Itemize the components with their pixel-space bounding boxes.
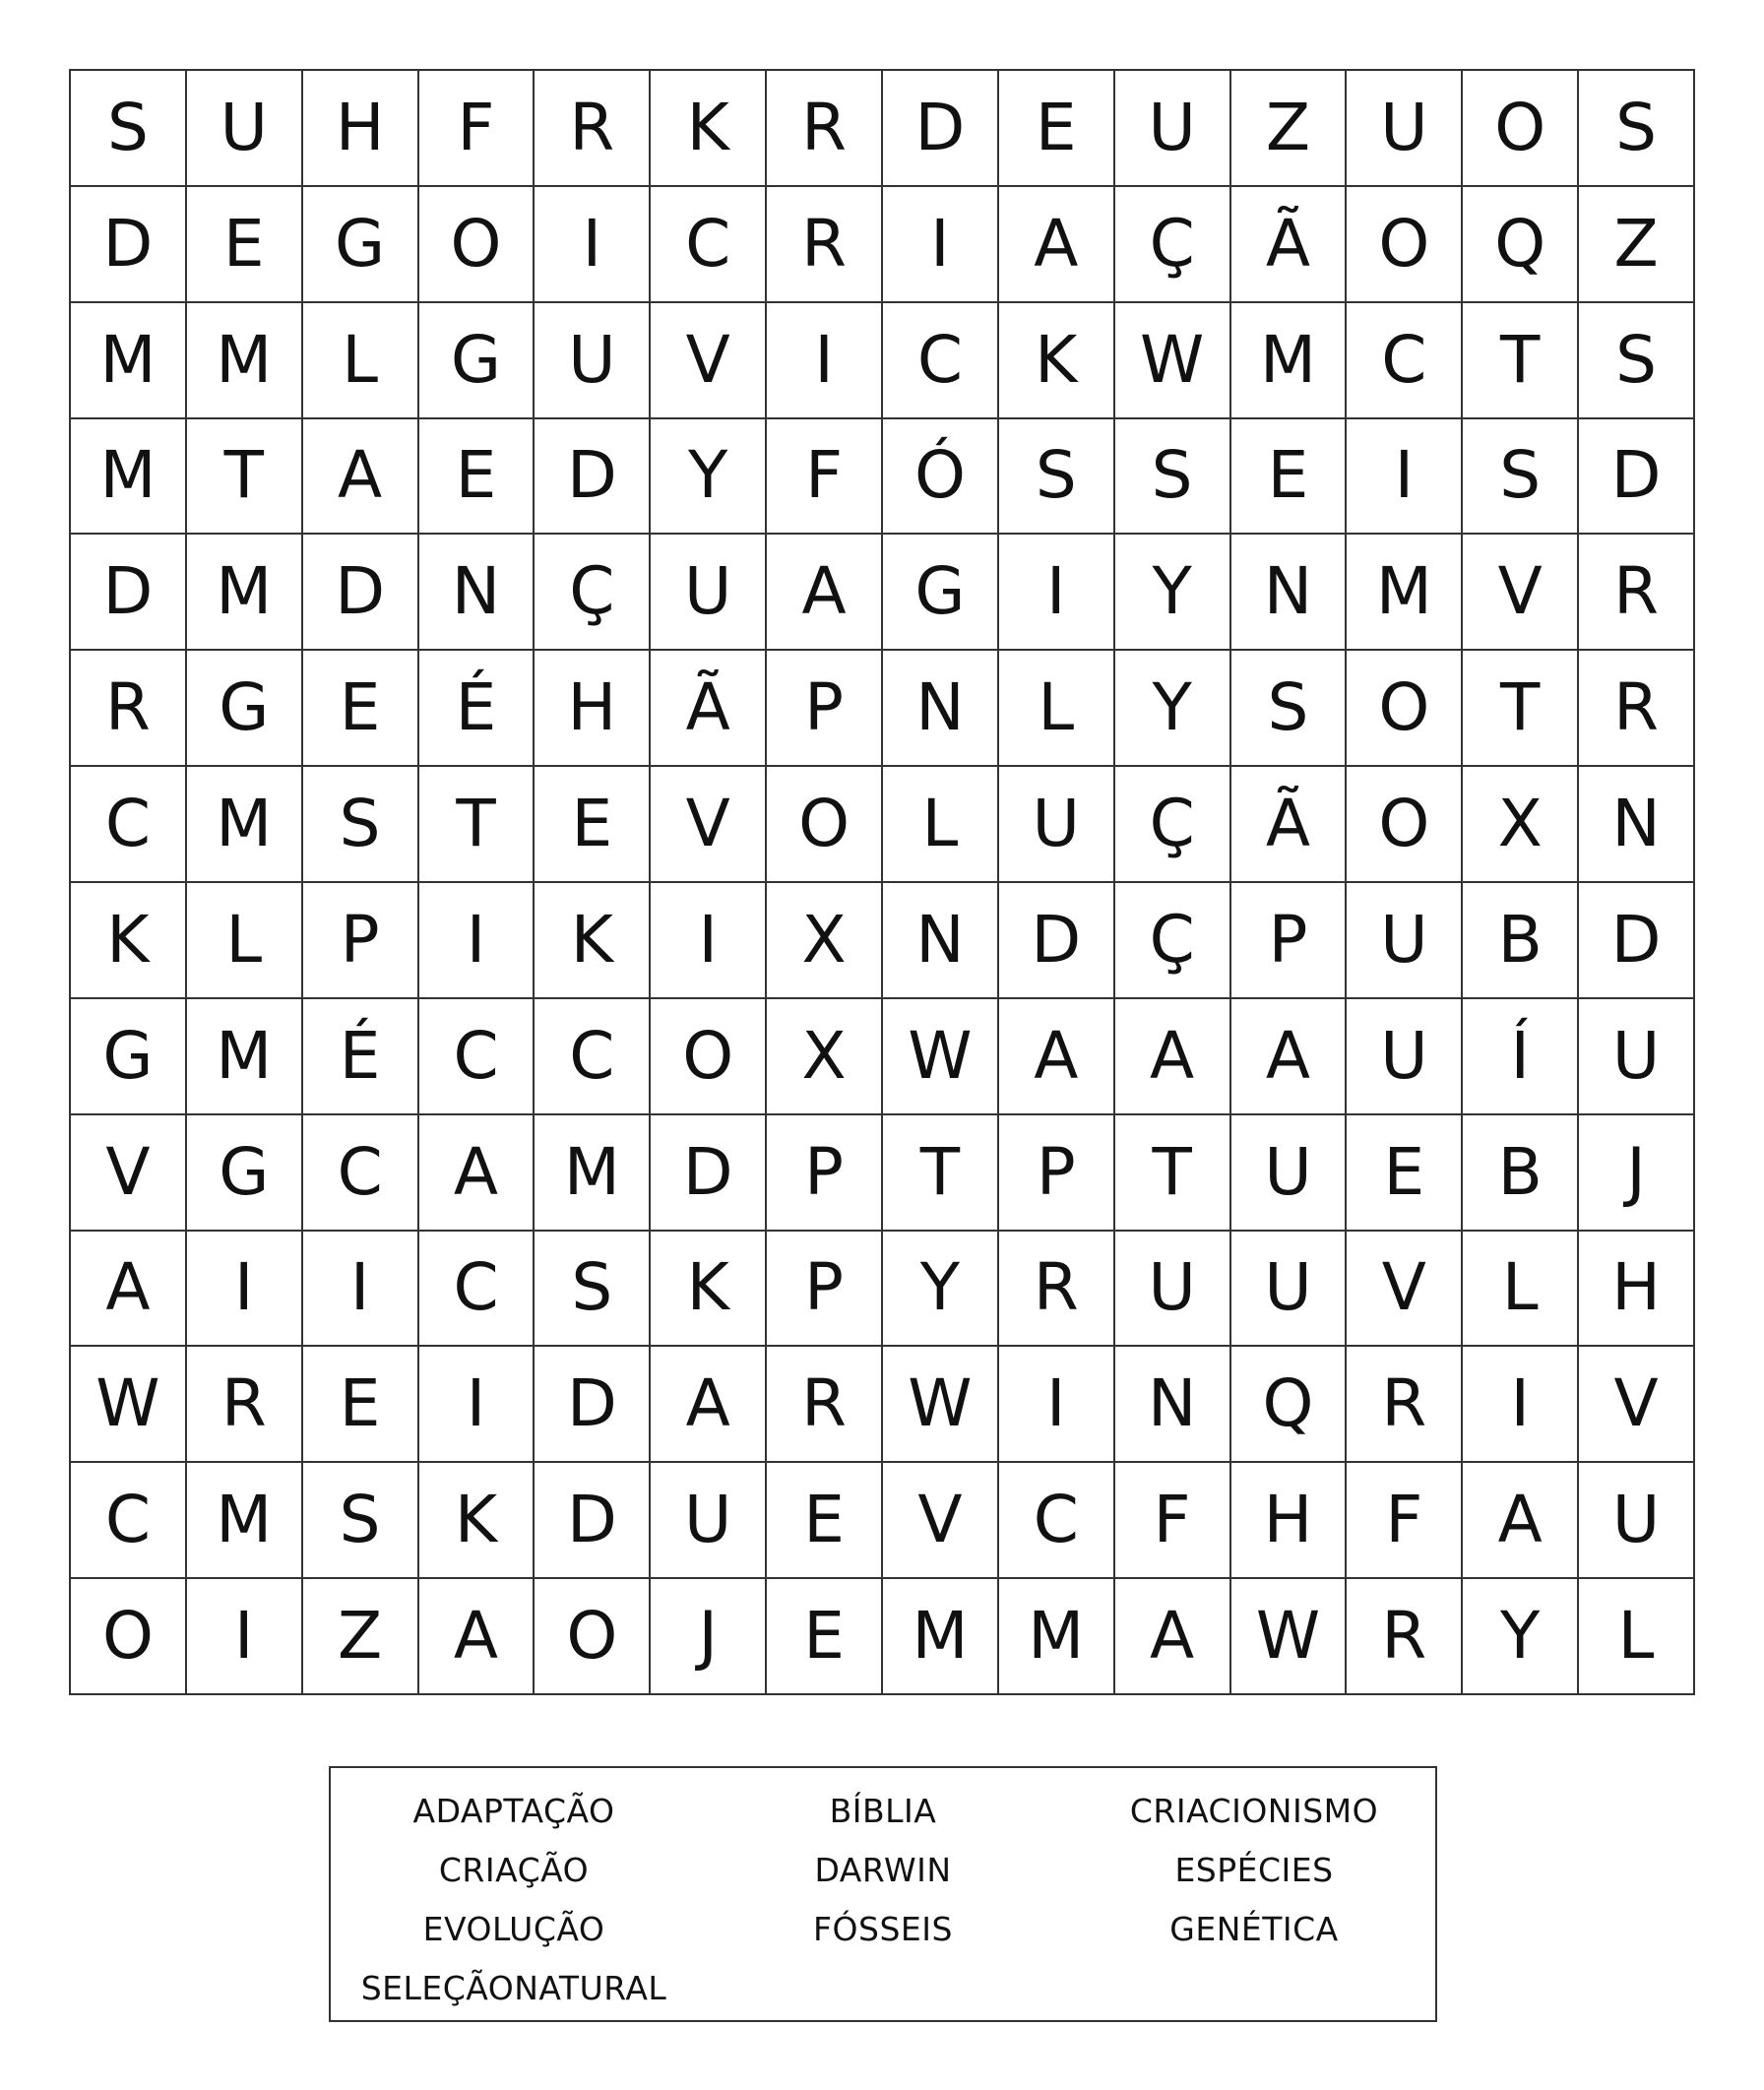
grid-cell-r2-c4[interactable]: O <box>419 187 536 303</box>
grid-cell-r3-c9[interactable]: K <box>999 303 1115 419</box>
grid-cell-r6-c11[interactable]: S <box>1231 651 1348 767</box>
grid-cell-r3-c6[interactable]: V <box>651 303 767 419</box>
grid-cell-r14-c14[interactable]: L <box>1579 1579 1695 1695</box>
grid-cell-r2-c5[interactable]: I <box>535 187 651 303</box>
grid-cell-r6-c3[interactable]: E <box>303 651 419 767</box>
grid-cell-r5-c1[interactable]: D <box>71 535 187 651</box>
grid-cell-r9-c3[interactable]: É <box>303 999 419 1115</box>
grid-cell-r11-c2[interactable]: I <box>187 1232 303 1348</box>
grid-cell-r10-c4[interactable]: A <box>419 1115 536 1232</box>
grid-cell-r12-c3[interactable]: E <box>303 1347 419 1463</box>
grid-cell-r8-c2[interactable]: L <box>187 883 303 999</box>
grid-cell-r2-c3[interactable]: G <box>303 187 419 303</box>
grid-cell-r14-c1[interactable]: O <box>71 1579 187 1695</box>
grid-cell-r7-c3[interactable]: S <box>303 767 419 883</box>
grid-cell-r1-c7[interactable]: R <box>767 71 883 187</box>
word-list-item: SELEÇÃONATURAL <box>360 1969 667 2007</box>
grid-cell-r3-c5[interactable]: U <box>535 303 651 419</box>
grid-cell-r10-c13[interactable]: B <box>1463 1115 1579 1232</box>
grid-cell-r10-c11[interactable]: U <box>1231 1115 1348 1232</box>
word-list-box <box>329 1766 1437 2022</box>
grid-cell-r11-c3[interactable]: I <box>303 1232 419 1348</box>
grid-cell-r12-c6[interactable]: A <box>651 1347 767 1463</box>
grid-cell-r14-c12[interactable]: R <box>1347 1579 1463 1695</box>
grid-cell-r10-c12[interactable]: E <box>1347 1115 1463 1232</box>
grid-cell-r2-c10[interactable]: Ç <box>1115 187 1231 303</box>
grid-cell-r13-c11[interactable]: H <box>1231 1463 1348 1579</box>
grid-cell-r12-c5[interactable]: D <box>535 1347 651 1463</box>
grid-cell-r4-c6[interactable]: Y <box>651 419 767 536</box>
grid-cell-r9-c8[interactable]: W <box>883 999 999 1115</box>
grid-cell-r1-c1[interactable]: S <box>71 71 187 187</box>
word-list-item: ESPÉCIES <box>1174 1851 1334 1889</box>
grid-cell-r8-c3[interactable]: P <box>303 883 419 999</box>
grid-cell-r7-c10[interactable]: Ç <box>1115 767 1231 883</box>
grid-cell-r14-c10[interactable]: A <box>1115 1579 1231 1695</box>
grid-cell-r13-c7[interactable]: E <box>767 1463 883 1579</box>
grid-cell-r12-c13[interactable]: I <box>1463 1347 1579 1463</box>
grid-cell-r8-c12[interactable]: U <box>1347 883 1463 999</box>
grid-cell-r3-c3[interactable]: L <box>303 303 419 419</box>
grid-cell-r5-c3[interactable]: D <box>303 535 419 651</box>
grid-cell-r4-c8[interactable]: Ó <box>883 419 999 536</box>
grid-cell-r3-c2[interactable]: M <box>187 303 303 419</box>
grid-cell-r1-c5[interactable]: R <box>535 71 651 187</box>
grid-cell-r3-c4[interactable]: G <box>419 303 536 419</box>
grid-cell-r13-c1[interactable]: C <box>71 1463 187 1579</box>
grid-cell-r2-c13[interactable]: Q <box>1463 187 1579 303</box>
grid-cell-r13-c12[interactable]: F <box>1347 1463 1463 1579</box>
grid-cell-r13-c6[interactable]: U <box>651 1463 767 1579</box>
grid-cell-r13-c5[interactable]: D <box>535 1463 651 1579</box>
grid-cell-r14-c11[interactable]: W <box>1231 1579 1348 1695</box>
grid-cell-r4-c11[interactable]: E <box>1231 419 1348 536</box>
word-list-column-3 <box>1069 1782 1439 1959</box>
grid-cell-r14-c8[interactable]: M <box>883 1579 999 1695</box>
grid-cell-r11-c7[interactable]: P <box>767 1232 883 1348</box>
grid-cell-r14-c4[interactable]: A <box>419 1579 536 1695</box>
grid-cell-r5-c11[interactable]: N <box>1231 535 1348 651</box>
grid-cell-r10-c8[interactable]: T <box>883 1115 999 1232</box>
word-list-item: FÓSSEIS <box>813 1910 953 1948</box>
grid-cell-r11-c5[interactable]: S <box>535 1232 651 1348</box>
grid-cell-r6-c8[interactable]: N <box>883 651 999 767</box>
grid-cell-r11-c11[interactable]: U <box>1231 1232 1348 1348</box>
grid-cell-r14-c9[interactable]: M <box>999 1579 1115 1695</box>
grid-cell-r4-c2[interactable]: T <box>187 419 303 536</box>
grid-cell-r11-c9[interactable]: R <box>999 1232 1115 1348</box>
grid-cell-r14-c5[interactable]: O <box>535 1579 651 1695</box>
grid-cell-r5-c12[interactable]: M <box>1347 535 1463 651</box>
grid-cell-r2-c8[interactable]: I <box>883 187 999 303</box>
grid-cell-r7-c5[interactable]: E <box>535 767 651 883</box>
grid-cell-r2-c12[interactable]: O <box>1347 187 1463 303</box>
grid-cell-r7-c4[interactable]: T <box>419 767 536 883</box>
grid-cell-r13-c14[interactable]: U <box>1579 1463 1695 1579</box>
grid-cell-r2-c14[interactable]: Z <box>1579 187 1695 303</box>
grid-cell-r11-c14[interactable]: H <box>1579 1232 1695 1348</box>
grid-cell-r9-c12[interactable]: U <box>1347 999 1463 1115</box>
word-list-item: CRIAÇÃO <box>438 1851 590 1889</box>
grid-cell-r3-c11[interactable]: M <box>1231 303 1348 419</box>
grid-cell-r9-c14[interactable]: U <box>1579 999 1695 1115</box>
grid-cell-r3-c8[interactable]: C <box>883 303 999 419</box>
grid-cell-r11-c1[interactable]: A <box>71 1232 187 1348</box>
grid-cell-r5-c9[interactable]: I <box>999 535 1115 651</box>
grid-cell-r13-c2[interactable]: M <box>187 1463 303 1579</box>
grid-cell-r12-c7[interactable]: R <box>767 1347 883 1463</box>
grid-cell-r8-c10[interactable]: Ç <box>1115 883 1231 999</box>
word-list-item: ADAPTAÇÃO <box>412 1792 615 1830</box>
grid-cell-r1-c6[interactable]: K <box>651 71 767 187</box>
grid-cell-r12-c4[interactable]: I <box>419 1347 536 1463</box>
grid-cell-r9-c7[interactable]: X <box>767 999 883 1115</box>
grid-cell-r5-c6[interactable]: U <box>651 535 767 651</box>
grid-cell-r11-c10[interactable]: U <box>1115 1232 1231 1348</box>
grid-cell-r5-c13[interactable]: V <box>1463 535 1579 651</box>
grid-cell-r10-c1[interactable]: V <box>71 1115 187 1232</box>
grid-cell-r13-c10[interactable]: F <box>1115 1463 1231 1579</box>
grid-cell-r8-c13[interactable]: B <box>1463 883 1579 999</box>
grid-cell-r7-c11[interactable]: Ã <box>1231 767 1348 883</box>
grid-cell-r12-c12[interactable]: R <box>1347 1347 1463 1463</box>
grid-cell-r10-c5[interactable]: M <box>535 1115 651 1232</box>
letter-grid <box>69 69 1695 1695</box>
grid-cell-r8-c11[interactable]: P <box>1231 883 1348 999</box>
grid-cell-r5-c7[interactable]: A <box>767 535 883 651</box>
grid-cell-r1-c10[interactable]: U <box>1115 71 1231 187</box>
grid-cell-r2-c1[interactable]: D <box>71 187 187 303</box>
grid-cell-r14-c13[interactable]: Y <box>1463 1579 1579 1695</box>
grid-cell-r7-c9[interactable]: U <box>999 767 1115 883</box>
word-list-column-2 <box>697 1782 1069 1959</box>
grid-cell-r4-c3[interactable]: A <box>303 419 419 536</box>
grid-cell-r9-c4[interactable]: C <box>419 999 536 1115</box>
word-list-column-1 <box>331 1782 697 2018</box>
grid-cell-r14-c2[interactable]: I <box>187 1579 303 1695</box>
grid-cell-r1-c8[interactable]: D <box>883 71 999 187</box>
grid-cell-r1-c12[interactable]: U <box>1347 71 1463 187</box>
grid-cell-r8-c8[interactable]: N <box>883 883 999 999</box>
grid-cell-r10-c6[interactable]: D <box>651 1115 767 1232</box>
grid-cell-r12-c10[interactable]: N <box>1115 1347 1231 1463</box>
grid-cell-r8-c1[interactable]: K <box>71 883 187 999</box>
grid-cell-r6-c10[interactable]: Y <box>1115 651 1231 767</box>
grid-cell-r8-c9[interactable]: D <box>999 883 1115 999</box>
grid-cell-r10-c9[interactable]: P <box>999 1115 1115 1232</box>
grid-cell-r1-c14[interactable]: S <box>1579 71 1695 187</box>
grid-cell-r4-c1[interactable]: M <box>71 419 187 536</box>
grid-cell-r11-c6[interactable]: K <box>651 1232 767 1348</box>
grid-cell-r11-c8[interactable]: Y <box>883 1232 999 1348</box>
grid-cell-r5-c10[interactable]: Y <box>1115 535 1231 651</box>
grid-cell-r9-c9[interactable]: A <box>999 999 1115 1115</box>
grid-cell-r4-c12[interactable]: I <box>1347 419 1463 536</box>
grid-cell-r14-c7[interactable]: E <box>767 1579 883 1695</box>
grid-cell-r1-c11[interactable]: Z <box>1231 71 1348 187</box>
grid-cell-r5-c14[interactable]: R <box>1579 535 1695 651</box>
grid-cell-r7-c6[interactable]: V <box>651 767 767 883</box>
grid-cell-r9-c1[interactable]: G <box>71 999 187 1115</box>
grid-cell-r4-c13[interactable]: S <box>1463 419 1579 536</box>
grid-cell-r2-c6[interactable]: C <box>651 187 767 303</box>
grid-cell-r8-c5[interactable]: K <box>535 883 651 999</box>
grid-cell-r13-c8[interactable]: V <box>883 1463 999 1579</box>
grid-cell-r6-c13[interactable]: T <box>1463 651 1579 767</box>
grid-cell-r11-c12[interactable]: V <box>1347 1232 1463 1348</box>
grid-cell-r12-c2[interactable]: R <box>187 1347 303 1463</box>
grid-cell-r3-c1[interactable]: M <box>71 303 187 419</box>
grid-cell-r4-c14[interactable]: D <box>1579 419 1695 536</box>
grid-cell-r6-c9[interactable]: L <box>999 651 1115 767</box>
grid-cell-r4-c9[interactable]: S <box>999 419 1115 536</box>
grid-cell-r12-c11[interactable]: Q <box>1231 1347 1348 1463</box>
grid-cell-r5-c8[interactable]: G <box>883 535 999 651</box>
grid-cell-r1-c4[interactable]: F <box>419 71 536 187</box>
grid-cell-r5-c2[interactable]: M <box>187 535 303 651</box>
word-list-item: BÍBLIA <box>829 1792 937 1830</box>
grid-cell-r2-c11[interactable]: Ã <box>1231 187 1348 303</box>
grid-cell-r10-c2[interactable]: G <box>187 1115 303 1232</box>
grid-cell-r13-c9[interactable]: C <box>999 1463 1115 1579</box>
grid-cell-r14-c6[interactable]: J <box>651 1579 767 1695</box>
grid-cell-r7-c14[interactable]: N <box>1579 767 1695 883</box>
grid-cell-r1-c3[interactable]: H <box>303 71 419 187</box>
grid-cell-r14-c3[interactable]: Z <box>303 1579 419 1695</box>
grid-cell-r6-c5[interactable]: H <box>535 651 651 767</box>
grid-cell-r6-c1[interactable]: R <box>71 651 187 767</box>
grid-cell-r3-c12[interactable]: C <box>1347 303 1463 419</box>
grid-cell-r4-c7[interactable]: F <box>767 419 883 536</box>
grid-cell-r2-c9[interactable]: A <box>999 187 1115 303</box>
grid-cell-r1-c2[interactable]: U <box>187 71 303 187</box>
grid-cell-r9-c5[interactable]: C <box>535 999 651 1115</box>
grid-cell-r2-c7[interactable]: R <box>767 187 883 303</box>
grid-cell-r13-c13[interactable]: A <box>1463 1463 1579 1579</box>
grid-cell-r10-c10[interactable]: T <box>1115 1115 1231 1232</box>
grid-cell-r3-c13[interactable]: T <box>1463 303 1579 419</box>
grid-cell-r7-c8[interactable]: L <box>883 767 999 883</box>
word-list-item: EVOLUÇÃO <box>422 1910 605 1948</box>
word-list-item: CRIACIONISMO <box>1129 1792 1379 1830</box>
grid-cell-r6-c7[interactable]: P <box>767 651 883 767</box>
grid-cell-r12-c8[interactable]: W <box>883 1347 999 1463</box>
grid-cell-r5-c5[interactable]: Ç <box>535 535 651 651</box>
grid-cell-r1-c13[interactable]: O <box>1463 71 1579 187</box>
grid-cell-r12-c9[interactable]: I <box>999 1347 1115 1463</box>
grid-cell-r6-c14[interactable]: R <box>1579 651 1695 767</box>
grid-cell-r7-c1[interactable]: C <box>71 767 187 883</box>
grid-cell-r6-c2[interactable]: G <box>187 651 303 767</box>
grid-cell-r7-c13[interactable]: X <box>1463 767 1579 883</box>
grid-cell-r7-c2[interactable]: M <box>187 767 303 883</box>
grid-cell-r9-c2[interactable]: M <box>187 999 303 1115</box>
grid-cell-r11-c4[interactable]: C <box>419 1232 536 1348</box>
grid-cell-r6-c6[interactable]: Ã <box>651 651 767 767</box>
grid-cell-r10-c3[interactable]: C <box>303 1115 419 1232</box>
word-list-item: DARWIN <box>814 1851 952 1889</box>
grid-cell-r4-c5[interactable]: D <box>535 419 651 536</box>
grid-cell-r3-c14[interactable]: S <box>1579 303 1695 419</box>
grid-cell-r12-c1[interactable]: W <box>71 1347 187 1463</box>
grid-cell-r1-c9[interactable]: E <box>999 71 1115 187</box>
grid-cell-r7-c7[interactable]: O <box>767 767 883 883</box>
grid-cell-r9-c6[interactable]: O <box>651 999 767 1115</box>
word-list-item: GENÉTICA <box>1169 1910 1339 1948</box>
grid-cell-r9-c13[interactable]: Í <box>1463 999 1579 1115</box>
grid-cell-r2-c2[interactable]: E <box>187 187 303 303</box>
grid-cell-r8-c7[interactable]: X <box>767 883 883 999</box>
grid-cell-r6-c4[interactable]: É <box>419 651 536 767</box>
grid-cell-r7-c12[interactable]: O <box>1347 767 1463 883</box>
grid-cell-r6-c12[interactable]: O <box>1347 651 1463 767</box>
grid-cell-r8-c6[interactable]: I <box>651 883 767 999</box>
grid-cell-r3-c7[interactable]: I <box>767 303 883 419</box>
grid-cell-r9-c11[interactable]: A <box>1231 999 1348 1115</box>
grid-cell-r5-c4[interactable]: N <box>419 535 536 651</box>
grid-cell-r4-c4[interactable]: E <box>419 419 536 536</box>
grid-cell-r8-c14[interactable]: D <box>1579 883 1695 999</box>
grid-cell-r13-c4[interactable]: K <box>419 1463 536 1579</box>
grid-cell-r4-c10[interactable]: S <box>1115 419 1231 536</box>
grid-cell-r12-c14[interactable]: V <box>1579 1347 1695 1463</box>
grid-cell-r8-c4[interactable]: I <box>419 883 536 999</box>
grid-cell-r13-c3[interactable]: S <box>303 1463 419 1579</box>
grid-cell-r10-c7[interactable]: P <box>767 1115 883 1232</box>
grid-cell-r10-c14[interactable]: J <box>1579 1115 1695 1232</box>
grid-cell-r9-c10[interactable]: A <box>1115 999 1231 1115</box>
grid-cell-r3-c10[interactable]: W <box>1115 303 1231 419</box>
grid-cell-r11-c13[interactable]: L <box>1463 1232 1579 1348</box>
